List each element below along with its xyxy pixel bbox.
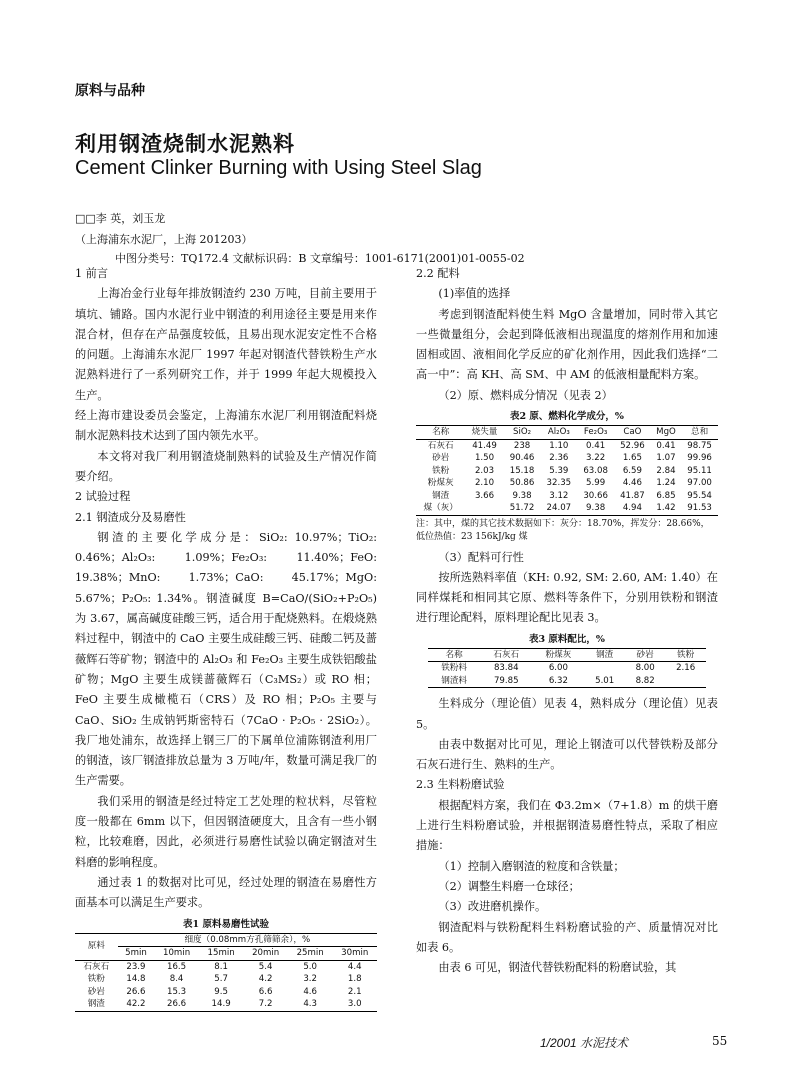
table-cell: 砂岩 [87, 986, 105, 997]
table1-col-header: 15min [207, 948, 235, 958]
right-column [416, 264, 718, 978]
affiliation: （上海浦东水泥厂，上海 201203） [75, 233, 253, 246]
table-cell: 4.4 [347, 961, 362, 972]
table-cell: 26.6 [167, 999, 187, 1009]
table-cell: 24.07 [546, 503, 572, 514]
table-cell: 23.9 [126, 961, 146, 972]
table-cell: 2.03 [474, 465, 495, 476]
table-cell: 煤（灰） [423, 503, 458, 514]
table-cell: 3.2 [303, 974, 317, 984]
table-cell: 0.41 [586, 440, 606, 451]
table3-col-header: 粉煤灰 [545, 649, 572, 660]
subheading: （2）原、燃料成分情况（见表 2） [438, 388, 613, 402]
table-row [428, 675, 706, 688]
paragraph: 由表中数据对比可见，理论上钢渣可以代替铁粉及部分石灰石进行生、熟料的生产。 [416, 737, 718, 772]
table-cell: 32.35 [546, 478, 572, 489]
list-item: （3）改进磨机操作。 [438, 900, 547, 914]
table-row [416, 439, 718, 452]
heading-slag-composition: 2.1 钢渣成分及易磨性 [75, 510, 186, 524]
table-cell: 9.5 [214, 986, 228, 997]
table-cell: 99.96 [687, 453, 712, 464]
table2-col-header: Al₂O₃ [547, 427, 570, 438]
table-cell: 8.4 [169, 974, 184, 984]
table-cell: 2.10 [474, 478, 495, 489]
table-row [416, 477, 718, 490]
table-cell: 石灰石 [427, 440, 454, 451]
table-cell [465, 502, 503, 515]
table-cell: 2.1 [347, 986, 362, 997]
table-cell: 95.11 [687, 465, 712, 476]
table-cell: 26.6 [126, 986, 146, 997]
table-cell: 钢渣料 [441, 675, 468, 686]
article-title-en: Cement Clinker Burning with Using Steel Slag [75, 157, 482, 179]
section-tag: 原料与品种 [75, 83, 145, 99]
paragraph: 钢渣的主要化学成分是：SiO₂: 10.97%；TiO₂: 0.46%；Al₂O₃: 1.09%；Fe₂O₃: 11.40%；FeO: 19.38%；MnO: 1.73%；CaO: 45.17%；MgO: 5.67%；P₂O₅: 1.34%。钢渣碱度 B=CaO/(SiO₂+P₂O₅) 为 3.67，属高碱度硅酸三钙，适合用于配烧熟料。在煅烧熟料过程中，钢渣中的 CaO 主要生成硅酸三钙、硅酸二钙及蔷薇辉石等矿物；钢渣中的 Al₂O₃ 和 Fe₂O₃ 主要生成铁铝酸盐矿物；MgO 主要生成镁蔷薇辉石（C₃MS₂）或 RO 相；FeO 主要生成橄榄石（CRS）及 RO 相；P₂O₅ 主要与 CaO、SiO₂ 生成钠钙斯密特石（7CaO · P₂O₅ · 2SiO₂）。我厂地处浦东，故选择上钢三厂的下属单位浦陈钢渣利用厂的钢渣，该厂钢渣排放总量为 3 万吨/年，数量可满足我厂的生产需要。 [75, 530, 377, 788]
table-cell: 4.46 [622, 478, 642, 489]
table-cell: 砂岩 [432, 453, 450, 464]
table-cell: 粉煤灰 [427, 478, 454, 489]
table-cell [584, 662, 624, 675]
table3-mix-ratio [428, 648, 706, 689]
table2-col-header: MgO [656, 427, 676, 438]
table-cell: 63.08 [583, 465, 608, 476]
table-cell: 50.86 [509, 478, 535, 489]
table-cell: 3.0 [347, 999, 362, 1009]
table-row [75, 973, 377, 986]
table-cell: 5.4 [258, 961, 273, 972]
table-cell: 2.16 [676, 663, 696, 674]
table-cell: 铁粉 [87, 974, 105, 984]
table-cell: 97.00 [687, 478, 712, 489]
table-cell: 15.18 [509, 465, 535, 476]
subheading: （3）配料可行性 [438, 550, 524, 564]
table-cell: 0.41 [656, 440, 676, 451]
table1-header-material: 原料 [75, 933, 118, 960]
table1-col-header: 25min [296, 948, 324, 958]
table2-col-header: 烧失量 [471, 427, 498, 438]
paragraph: 上海冶金行业每年排放钢渣约 230 万吨，目前主要用于填坑、铺路。国内水泥行业中钢渣的利用途径主要是用来作混合材，但存在产品强度较低，且易出现水泥安定性不合格的问题。上海浦东水泥厂 1997 年起对钢渣代替铁粉生产水泥熟料进行了一系列研究工作，并于 1999 年起大规模投入生产。 [75, 287, 377, 402]
table-cell: 5.0 [303, 961, 317, 972]
table-cell: 90.46 [509, 453, 535, 464]
table-cell: 钢渣 [87, 999, 105, 1009]
table2-caption: 表2 原、燃料化学成分，% [510, 411, 624, 423]
article-title-cn: 利用钢渣烧制水泥熟料 [75, 132, 295, 156]
paragraph: 根据配料方案，我们在 Φ3.2m×（7+1.8）m 的烘干磨上进行生料粉磨试验，并根据钢渣易磨性特点，采取了相应措施： [416, 798, 718, 853]
table-cell: 1.24 [656, 478, 676, 489]
table-cell: 2.36 [549, 453, 569, 464]
table-row [428, 662, 706, 675]
table-cell: 6.6 [258, 986, 273, 997]
table1-col-header: 30min [341, 948, 369, 958]
table-row [75, 960, 377, 973]
table-cell: 6.00 [548, 663, 568, 674]
page-number: 55 [712, 1034, 728, 1048]
table-cell: 5.99 [586, 478, 606, 489]
table-cell: 8.00 [635, 663, 655, 674]
table-cell: 5.39 [549, 465, 569, 476]
table-cell: 52.96 [620, 440, 645, 451]
table-cell: 98.75 [687, 440, 712, 451]
table-cell: 钢渣 [432, 490, 450, 501]
table2-col-header: CaO [623, 427, 642, 438]
table-cell: 5.7 [214, 974, 228, 984]
table-cell: 铁粉 [432, 465, 450, 476]
paragraph: 由表 6 可见，钢渣代替铁粉配料的粉磨试验，其 [438, 961, 677, 975]
table3-col-header: 石灰石 [493, 649, 520, 660]
table1-grindability [75, 933, 377, 1012]
table2-col-header: SiO₂ [513, 427, 532, 438]
table-row [416, 490, 718, 503]
paragraph: 按所选熟料率值（KH: 0.92, SM: 2.60, AM: 1.40）在同样煤耗和相同其它原、燃料等条件下，分别用铁粉和钢渣进行理论配料，原料理论配比见表 3。 [416, 570, 718, 625]
table-cell: 4.3 [303, 999, 317, 1009]
table2-chemical-composition [416, 425, 718, 516]
table-cell: 1.10 [549, 440, 569, 451]
paragraph: 经上海市建设委员会鉴定，上海浦东水泥厂利用钢渣配料烧制水泥熟料技术达到了国内领先水平。 [75, 409, 377, 443]
table1-header-group: 细度（0.08mm方孔筛筛余），% [118, 933, 377, 947]
journal-footer: 1/2001 水泥技术 [540, 1036, 629, 1050]
table-cell: 79.85 [493, 675, 519, 686]
table2-col-header: 总和 [690, 427, 709, 438]
table-cell: 8.1 [214, 961, 228, 972]
authors: □□李 英，刘玉龙 [75, 212, 166, 225]
table-cell: 6.85 [656, 490, 676, 501]
table-cell: 4.94 [622, 503, 642, 514]
list-item: （1）控制入磨钢渣的粒度和含铁量； [438, 859, 625, 873]
paragraph: 考虑到钢渣配料使生料 MgO 含量增加，同时带入其它一些微量组分，会起到降低液相出现温度的熔剂作用和加速固相或固、液相间化学反应的矿化剂作用，因此我们选择“二高一中”：高 KH、高 SM、中 AM 的低液相量配料方案。 [416, 307, 718, 382]
paragraph: 钢渣配料与铁粉配料生料粉磨试验的产、质量情况对比如表 6。 [416, 920, 718, 954]
table2-note: 注：其中，煤的其它技术数据如下：灰分：18.70%，挥发分：28.66%，低位热值：23 156kJ/kg 煤 [416, 518, 710, 542]
table-cell: 1.42 [656, 503, 676, 514]
table-cell: 6.32 [548, 675, 568, 686]
table-cell: 8.82 [635, 675, 655, 686]
paragraph: 本文将对我厂利用钢渣烧制熟料的试验及生产情况作简要介绍。 [75, 449, 377, 483]
table-cell: 238 [513, 440, 531, 451]
table3-caption: 表3 原料配比，% [529, 633, 605, 645]
table-cell: 3.12 [549, 490, 569, 501]
table-cell: 30.66 [583, 490, 608, 501]
table-row [75, 986, 377, 999]
table-cell: 4.2 [258, 974, 273, 984]
table-cell: 铁粉料 [441, 663, 468, 674]
classification-meta: 中图分类号：TQ172.4 文献标识码：B 文章编号：1001-6171(2001)01-0055-02 [115, 252, 525, 265]
paragraph: 生料成分（理论值）见表 4，熟料成分（理论值）见表 5。 [416, 697, 718, 731]
heading-raw-meal-grinding: 2.3 生料粉磨试验 [416, 778, 505, 792]
table-cell: 1.8 [347, 974, 362, 984]
table1-caption: 表1 原料易磨性试验 [183, 918, 269, 930]
table-cell: 4.6 [303, 986, 317, 997]
table-cell: 42.2 [126, 999, 146, 1009]
heading-batching: 2.2 配料 [416, 267, 460, 280]
table-row [416, 452, 718, 465]
table-cell: 3.66 [474, 490, 495, 501]
table-cell: 5.01 [595, 675, 615, 686]
table2-col-header: 名称 [432, 427, 450, 438]
table3-col-header: 钢渣 [596, 649, 614, 660]
table-cell: 41.87 [620, 490, 645, 501]
table3-col-header: 砂岩 [636, 649, 654, 660]
table-cell: 9.38 [512, 490, 532, 501]
table1-col-header: 20min [252, 948, 280, 958]
table3-col-header: 铁粉 [677, 649, 695, 660]
left-column [75, 264, 377, 1012]
heading-experiment: 2 试验过程 [75, 490, 131, 504]
table-cell: 16.5 [167, 961, 187, 972]
table-cell: 41.49 [472, 440, 497, 451]
table-cell: 6.59 [622, 465, 642, 476]
table-cell: 1.50 [474, 453, 495, 464]
table-cell: 83.84 [493, 663, 519, 674]
table-cell: 91.53 [687, 503, 712, 514]
table-cell: 15.3 [167, 986, 187, 997]
table-cell: 14.8 [126, 974, 146, 984]
table-cell: 7.2 [258, 999, 273, 1009]
table-cell: 9.38 [586, 503, 606, 514]
table-cell: 石灰石 [83, 961, 110, 972]
table-cell [665, 675, 706, 688]
table-row [416, 502, 718, 515]
table-cell: 2.84 [656, 465, 676, 476]
table-row [75, 998, 377, 1011]
table2-col-header: Fe₂O₃ [583, 427, 608, 438]
table-cell: 51.72 [509, 503, 535, 514]
table-row [416, 465, 718, 478]
table-cell: 14.9 [211, 999, 231, 1009]
table-cell: 1.07 [656, 453, 676, 464]
paragraph: 我们采用的钢渣是经过特定工艺处理的粒状料，尽管粒度一般都在 6mm 以下，但因钢渣硬度大，且含有一些小钢粒，比较难磨，因此，必须进行易磨性试验以确定钢渣对生料磨的影响程度。 [75, 794, 377, 869]
subheading: (1)率值的选择 [438, 287, 511, 301]
table-cell: 95.54 [687, 490, 712, 501]
table-cell: 1.65 [622, 453, 642, 464]
list-item: （2）调整生料磨一仓球径； [438, 879, 580, 893]
paragraph: 通过表 1 的数据对比可见，经过处理的钢渣在易磨性方面基本可以满足生产要求。 [75, 875, 377, 910]
table1-col-header: 10min [163, 948, 191, 958]
table-cell: 3.22 [586, 453, 606, 464]
table1-col-header: 5min [125, 948, 147, 958]
table3-col-header: 名称 [445, 649, 463, 660]
heading-introduction: 1 前言 [75, 267, 109, 280]
